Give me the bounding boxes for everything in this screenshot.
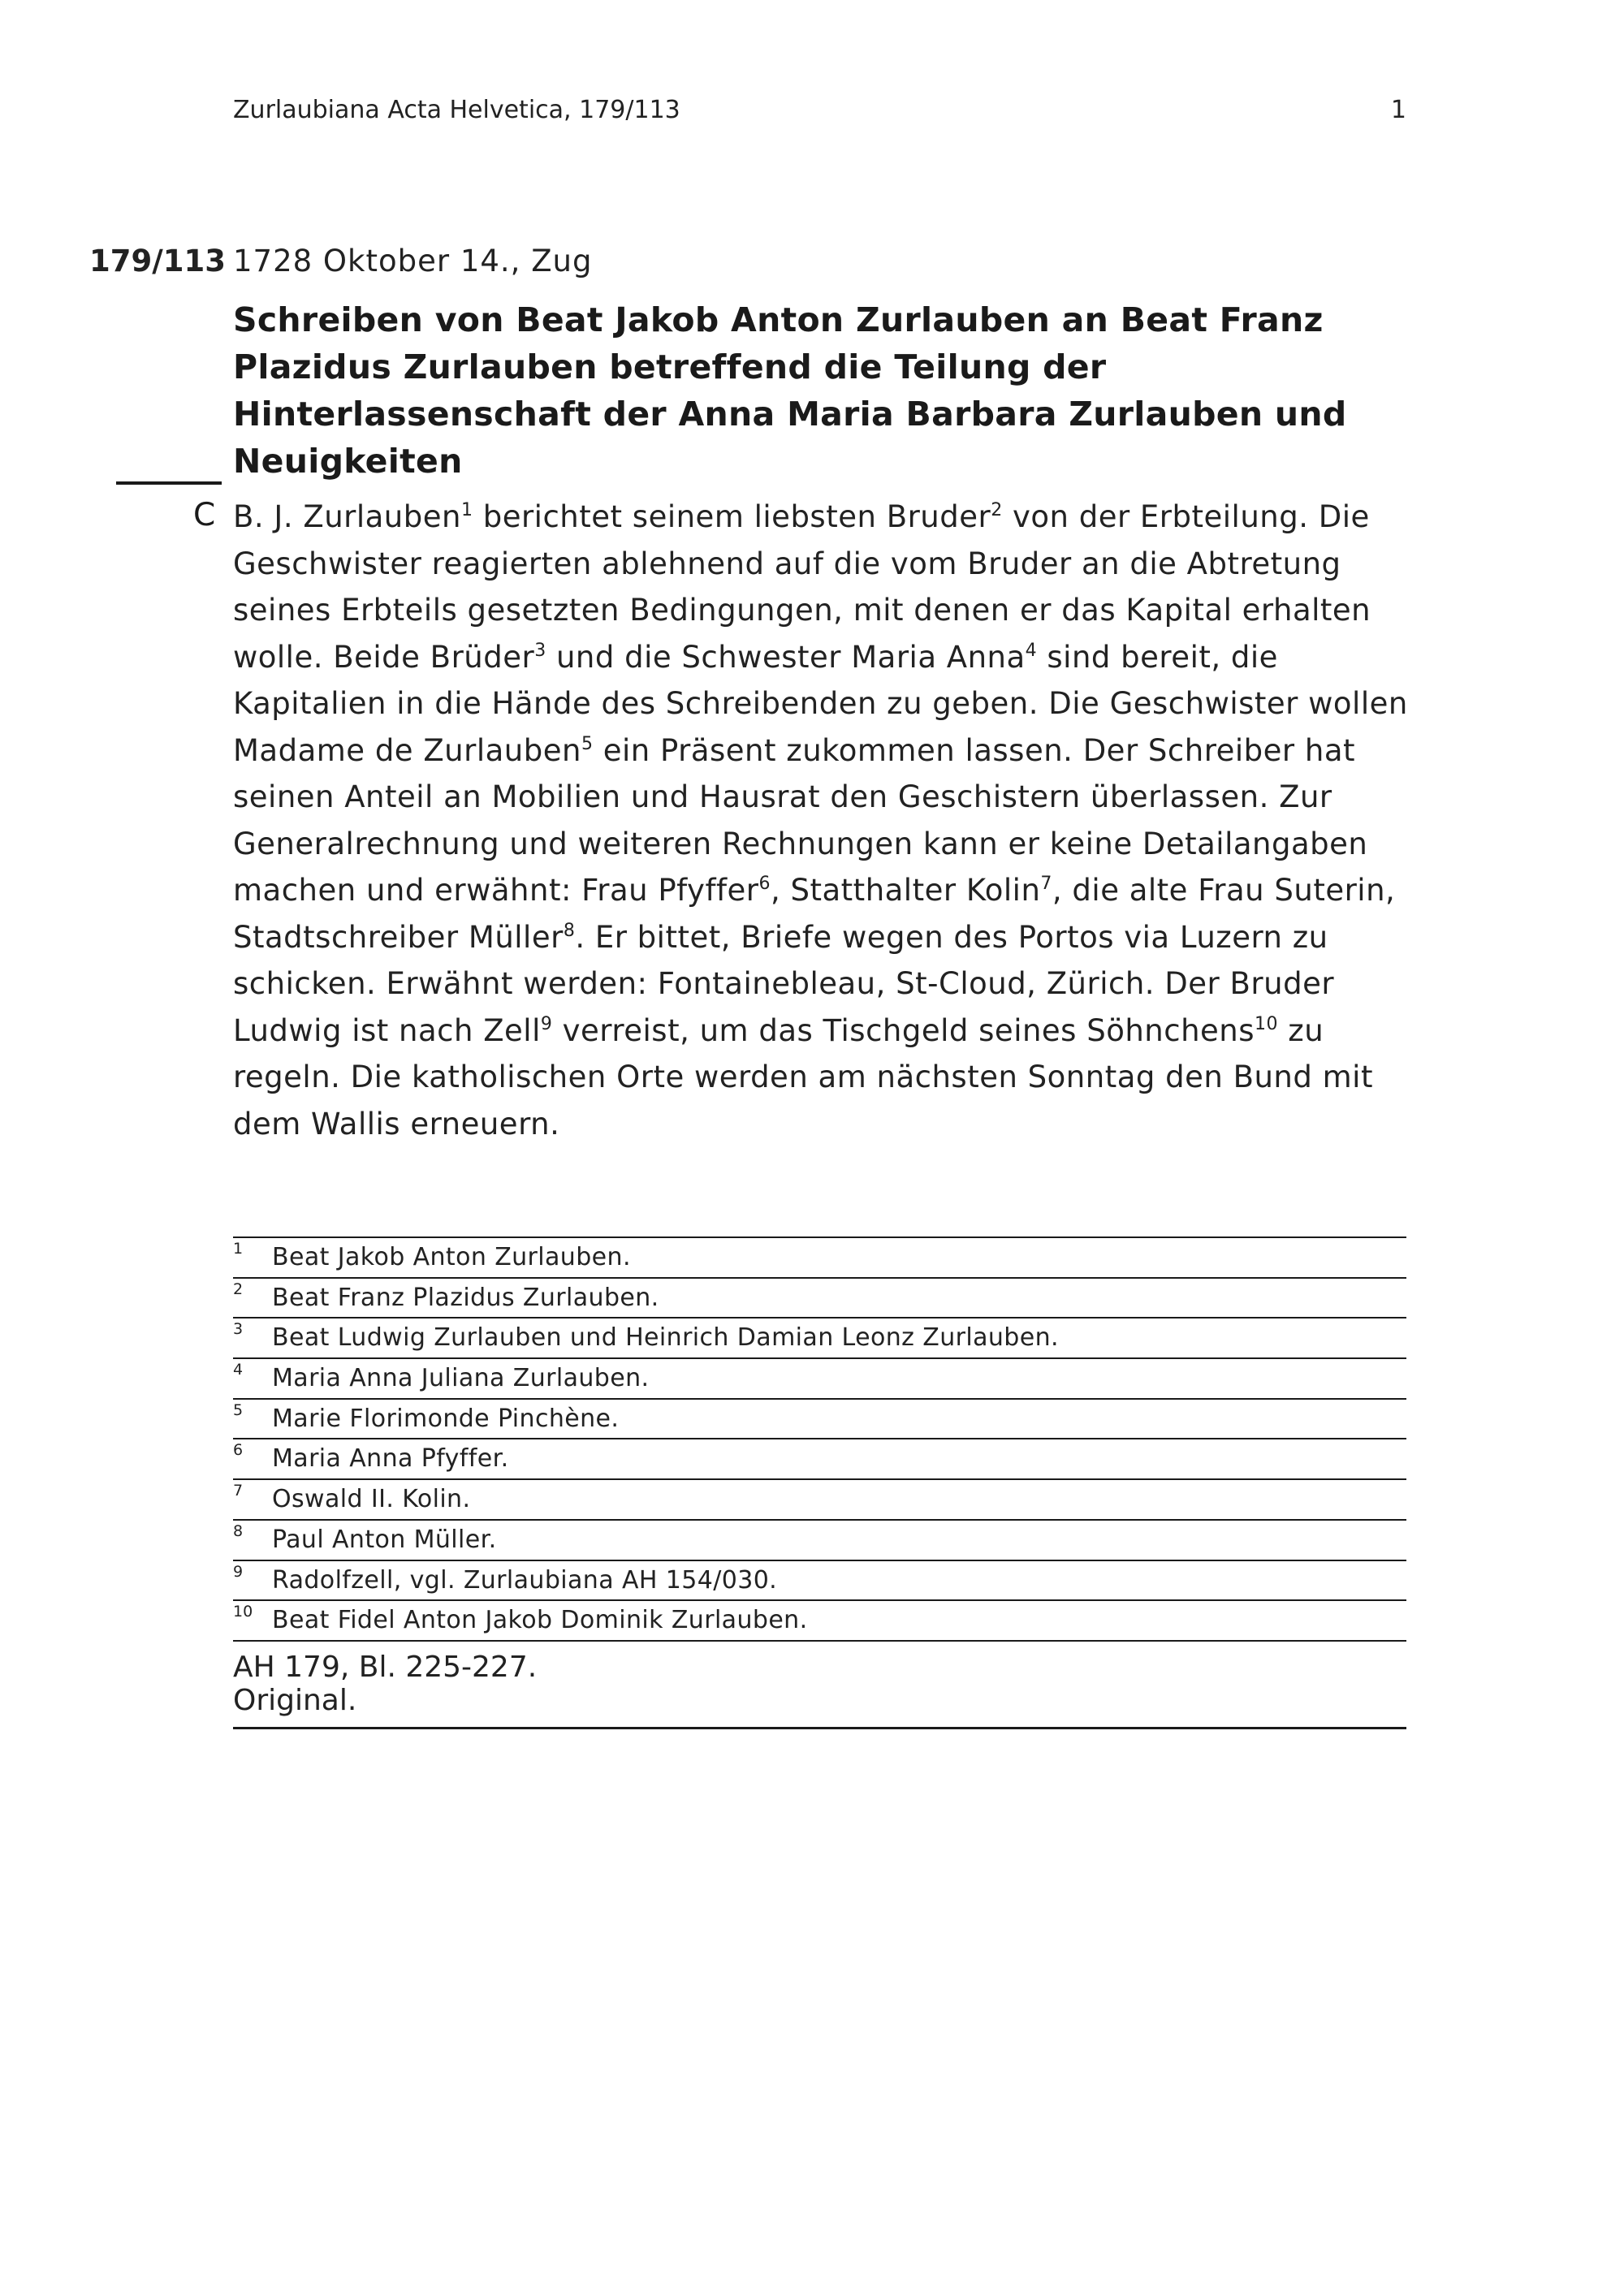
summary-text: , Statthalter Kolin [770,873,1041,908]
footnote [233,1359,1406,1400]
footnote [233,1439,1406,1480]
summary-paragraph [233,494,1427,1147]
summary-text: . Er bittet, Briefe wegen des Portos via Luzern zu schicken. Erwähnt werden: Fontainebleau, St-Cloud, Zürich. Der Bruder Ludwig ist nach Zell [233,919,1335,1048]
source-reference: AH 179, Bl. 225-227. [233,1651,538,1684]
footnote-mark: 10 [233,1603,253,1621]
footnote-ref: 7 [1040,874,1052,894]
summary-text: B. J. Zurlauben [233,499,461,534]
entry-date-place: 1728 Oktober 14., Zug [233,244,593,278]
footnote [233,1238,1406,1279]
source-type: Original. [233,1684,357,1717]
footnote-ref: 10 [1255,1013,1279,1034]
footnote [233,1561,1406,1602]
source-block [233,1651,1406,1729]
footnote-text: Oswald II. Kolin. [272,1485,471,1514]
entry-title: Schreiben von Beat Jakob Anton Zurlauben an Beat Franz Plazidus Zurlauben betreffend die Teilung der Hinterlassenschaft der Anna Maria Barbara Zurlauben und Neuigkeiten [233,300,1347,481]
footnote-ref: 5 [581,733,594,754]
footnote [233,1279,1406,1319]
summary-text: von der Erbteilung. Die Geschwister reagierten ablehnend auf die vom Bruder an die Abtretung seines Erbteils gesetzten Bedingungen, mit denen er das Kapital erhalten wolle. Beide Brüder [233,499,1371,675]
footnote-text: Beat Ludwig Zurlauben und Heinrich Damian Leonz Zurlauben. [272,1323,1059,1353]
footnote-mark: 7 [233,1482,244,1500]
margin-rule [116,481,222,485]
footnote-mark: 5 [233,1400,244,1419]
footnote-text: Beat Jakob Anton Zurlauben. [272,1243,631,1271]
running-head [233,96,1406,124]
footnote [233,1318,1406,1359]
footnote-mark: 6 [233,1441,244,1460]
footnote-text: Maria Anna Juliana Zurlauben. [272,1364,650,1393]
summary-text: sind bereit, die Kapitalien in die Hände des Schreibenden zu geben. Die Geschwister wollen Madame de Zurlauben [233,639,1408,768]
footnote-ref: 4 [1025,640,1038,661]
footnote-mark: 1 [233,1240,244,1258]
page-number: 1 [1390,96,1406,124]
footnote-mark: 2 [233,1280,244,1298]
footnote-ref: 3 [534,640,546,661]
footnote [233,1521,1406,1561]
footnote-mark: 3 [233,1320,244,1339]
footnote-ref: 1 [460,500,473,520]
footnote [233,1601,1406,1642]
running-head-title: Zurlaubiana Acta Helvetica, 179/113 [233,96,680,124]
footnote-text: Radolfzell, vgl. Zurlaubiana AH 154/030. [272,1565,778,1595]
footnote-text: Marie Florimonde Pinchène. [272,1404,620,1433]
footnote-ref: 9 [540,1013,553,1034]
footnote-ref: 6 [758,874,771,894]
footnote-ref: 2 [991,500,1003,520]
summary-text: ein Präsent zukommen lassen. Der Schreiber hat seinen Anteil an Mobilien und Hausrat den Geschistern überlassen. Zur Generalrechnung und weiteren Rechnungen kann er keine Detailangaben machen und erwähnt: Frau Pfyffer [233,732,1368,908]
footnote-mark: 4 [233,1361,244,1379]
summary-text: , die alte Frau Suterin, Stadtschreiber Müller [233,873,1396,955]
footnote-mark: 9 [233,1562,244,1581]
summary-text: berichtet seinem liebsten Bruder [473,499,991,534]
summary-text: verreist, um das Tischgeld seines Söhnchens [552,1012,1255,1048]
entry-number: 179/113 [89,244,226,278]
summary-text: und die Schwester Maria Anna [546,639,1026,675]
footnote-ref: 8 [563,920,576,941]
summary-text: zu regeln. Die katholischen Orte werden am nächsten Sonntag den Bund mit dem Wallis erneuern. [233,1012,1373,1142]
footnote-mark: 8 [233,1521,244,1540]
footnote-text: Paul Anton Müller. [272,1525,497,1554]
footnote [233,1400,1406,1440]
footnote-text: Beat Franz Plazidus Zurlauben. [272,1283,659,1312]
footnote-list [233,1236,1406,1642]
footnote-text: Beat Fidel Anton Jakob Dominik Zurlauben. [272,1606,808,1635]
footnote-text: Maria Anna Pfyffer. [272,1444,509,1474]
footnote [233,1480,1406,1521]
margin-mark: C [193,497,216,533]
